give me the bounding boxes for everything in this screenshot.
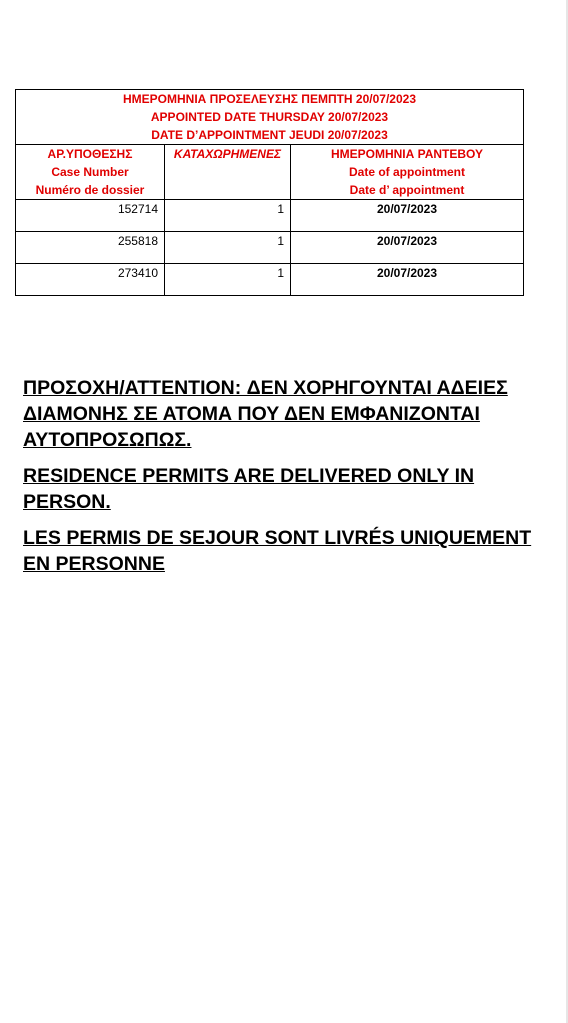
date-cell: 20/07/2023 [291, 200, 524, 232]
date-header-english: Date of appointment [349, 165, 465, 179]
table-row [16, 232, 524, 264]
count-cell: 1 [165, 264, 291, 296]
count-cell: 1 [165, 232, 291, 264]
column-header-case [16, 145, 165, 200]
case-number-cell: 255818 [16, 232, 165, 264]
title-greek: ΗΜΕΡΟΜΗΝΙΑ ΠΡΟΣΕΛΕΥΣΗΣ ΠΕΜΠΤΗ 20/07/2023 [122, 92, 416, 106]
column-header-row [16, 145, 524, 200]
table-title [16, 90, 524, 145]
notice-english: RESIDENCE PERMITS ARE DELIVERED ONLY IN PERSON. [23, 465, 475, 513]
case-header-english: Case Number [51, 165, 129, 179]
attention-notice [23, 375, 563, 587]
registered-header-greek: ΚΑΤΑΧΩΡΗΜΕΝΕΣ [173, 147, 282, 161]
table-row [16, 264, 524, 296]
case-number-cell: 273410 [16, 264, 165, 296]
date-header-greek: ΗΜΕΡΟΜΗΝΙΑ ΡΑΝΤΕΒΟΥ [330, 147, 484, 161]
table-row [16, 200, 524, 232]
title-french: DATE D’APPOINTMENT JEUDI 20/07/2023 [151, 128, 388, 142]
column-header-date [291, 145, 524, 200]
date-cell: 20/07/2023 [291, 232, 524, 264]
count-cell: 1 [165, 200, 291, 232]
case-header-greek: ΑΡ.ΥΠΟΘΕΣΗΣ [47, 147, 133, 161]
table-title-row [16, 90, 524, 145]
case-number-cell: 152714 [16, 200, 165, 232]
case-header-french: Numéro de dossier [35, 183, 145, 197]
notice-french: LES PERMIS DE SEJOUR SONT LIVRÉS UNIQUEMENT EN PERSONNE [23, 527, 532, 575]
column-header-registered [165, 145, 291, 200]
notice-greek: ΠΡΟΣΟΧΗ/ATTENTION: ΔΕΝ ΧΟΡΗΓΟΥΝΤΑΙ ΑΔΕΙΕΣ ΔΙΑΜΟΝΗΣ ΣΕ ΑΤΟΜΑ ΠΟΥ ΔΕΝ ΕΜΦΑΝΙΖΟΝΤΑΙ ΑΥΤΟΠΡΟΣΩΠΩΣ. [23, 377, 508, 451]
date-cell: 20/07/2023 [291, 264, 524, 296]
appointment-table [15, 89, 524, 296]
title-english: APPOINTED DATE THURSDAY 20/07/2023 [150, 110, 389, 124]
date-header-french: Date d’ appointment [349, 183, 465, 197]
